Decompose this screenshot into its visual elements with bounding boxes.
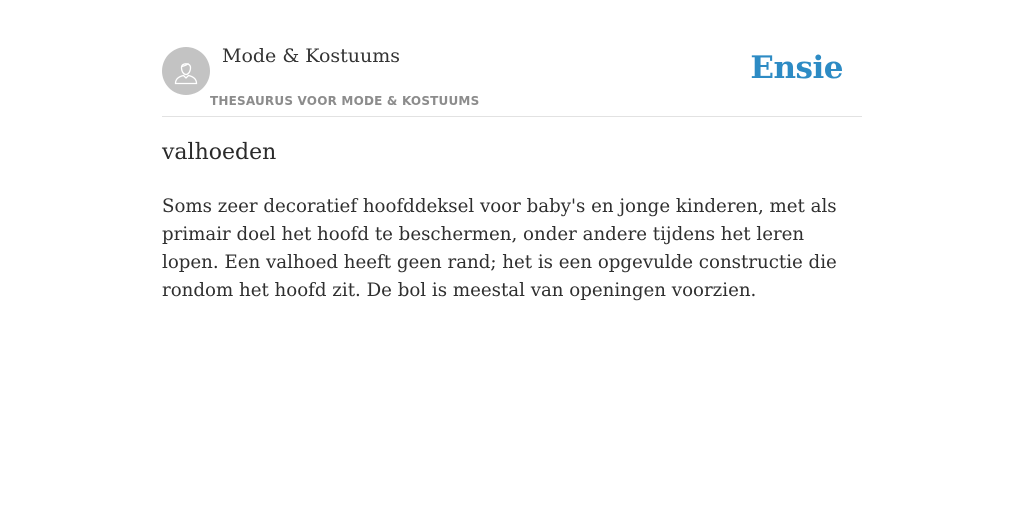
avatar[interactable]: [162, 47, 210, 95]
brand-logo[interactable]: Ensie: [750, 50, 843, 86]
site-subtitle: THESAURUS VOOR MODE & KOSTUUMS: [210, 94, 480, 108]
entry-definition: Soms zeer decoratief hoofddeksel voor baby's en jonge kinderen, met als primair doel het hoofd te beschermen, onder andere tijdens het leren lopen. Een valhoed heeft geen rand; het is een opgevulde constructie die rondom het hoofd zit. De bol is meestal van openingen voorzien.: [162, 196, 837, 301]
site-name[interactable]: Mode & Kostuums: [222, 45, 401, 67]
header: [162, 0, 862, 117]
entry-term: valhoeden: [162, 140, 277, 165]
user-silhouette-icon: [171, 56, 201, 86]
